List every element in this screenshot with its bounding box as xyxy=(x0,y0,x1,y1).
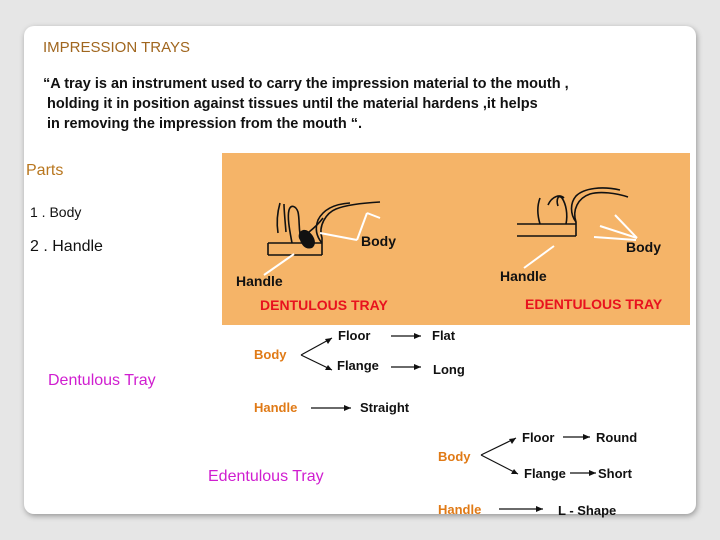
edentulous-tray-caption: EDENTULOUS TRAY xyxy=(525,296,663,312)
dentulous-tray-caption: DENTULOUS TRAY xyxy=(260,297,388,313)
definition-line-2: holding it in position against tissues until the material hardens ,it helps xyxy=(47,96,538,112)
dentulous-body-label: Body xyxy=(361,233,396,249)
edentulous-tray-heading: Edentulous Tray xyxy=(208,468,324,485)
dentulous-tray-heading: Dentulous Tray xyxy=(48,372,156,389)
edentulous-handle-value: L - Shape xyxy=(558,503,617,518)
dentulous-floor-node: Floor xyxy=(338,328,371,343)
dentulous-flange-value: Long xyxy=(433,362,465,377)
parts-heading: Parts xyxy=(26,162,64,179)
dentulous-flange-node: Flange xyxy=(337,358,379,373)
parts-item-handle: 2 . Handle xyxy=(30,238,103,255)
dentulous-handle-value: Straight xyxy=(360,400,410,415)
edentulous-pointer-lines xyxy=(524,215,637,268)
edentulous-body-node: Body xyxy=(438,449,471,464)
dentulous-impression-fill xyxy=(299,230,315,249)
dentulous-body-node: Body xyxy=(254,347,287,362)
slide-title: IMPRESSION TRAYS xyxy=(43,39,190,56)
edentulous-floor-value: Round xyxy=(596,430,638,445)
dentulous-handle-node: Handle xyxy=(254,400,298,415)
dentulous-floor-value: Flat xyxy=(432,328,456,343)
parts-item-body: 1 . Body xyxy=(30,204,82,220)
edentulous-flange-node: Flange xyxy=(524,466,566,481)
dentulous-handle-label: Handle xyxy=(236,273,283,289)
edentulous-handle-label: Handle xyxy=(500,268,547,284)
edentulous-body-label: Body xyxy=(626,239,661,255)
edentulous-floor-node: Floor xyxy=(522,430,555,445)
definition-line-3: in removing the impression from the mouth “. xyxy=(47,116,362,132)
definition-line-1: “A tray is an instrument used to carry the impression material to the mouth , xyxy=(43,76,569,92)
edentulous-flange-value: Short xyxy=(598,466,632,481)
edentulous-handle-node: Handle xyxy=(438,502,482,517)
